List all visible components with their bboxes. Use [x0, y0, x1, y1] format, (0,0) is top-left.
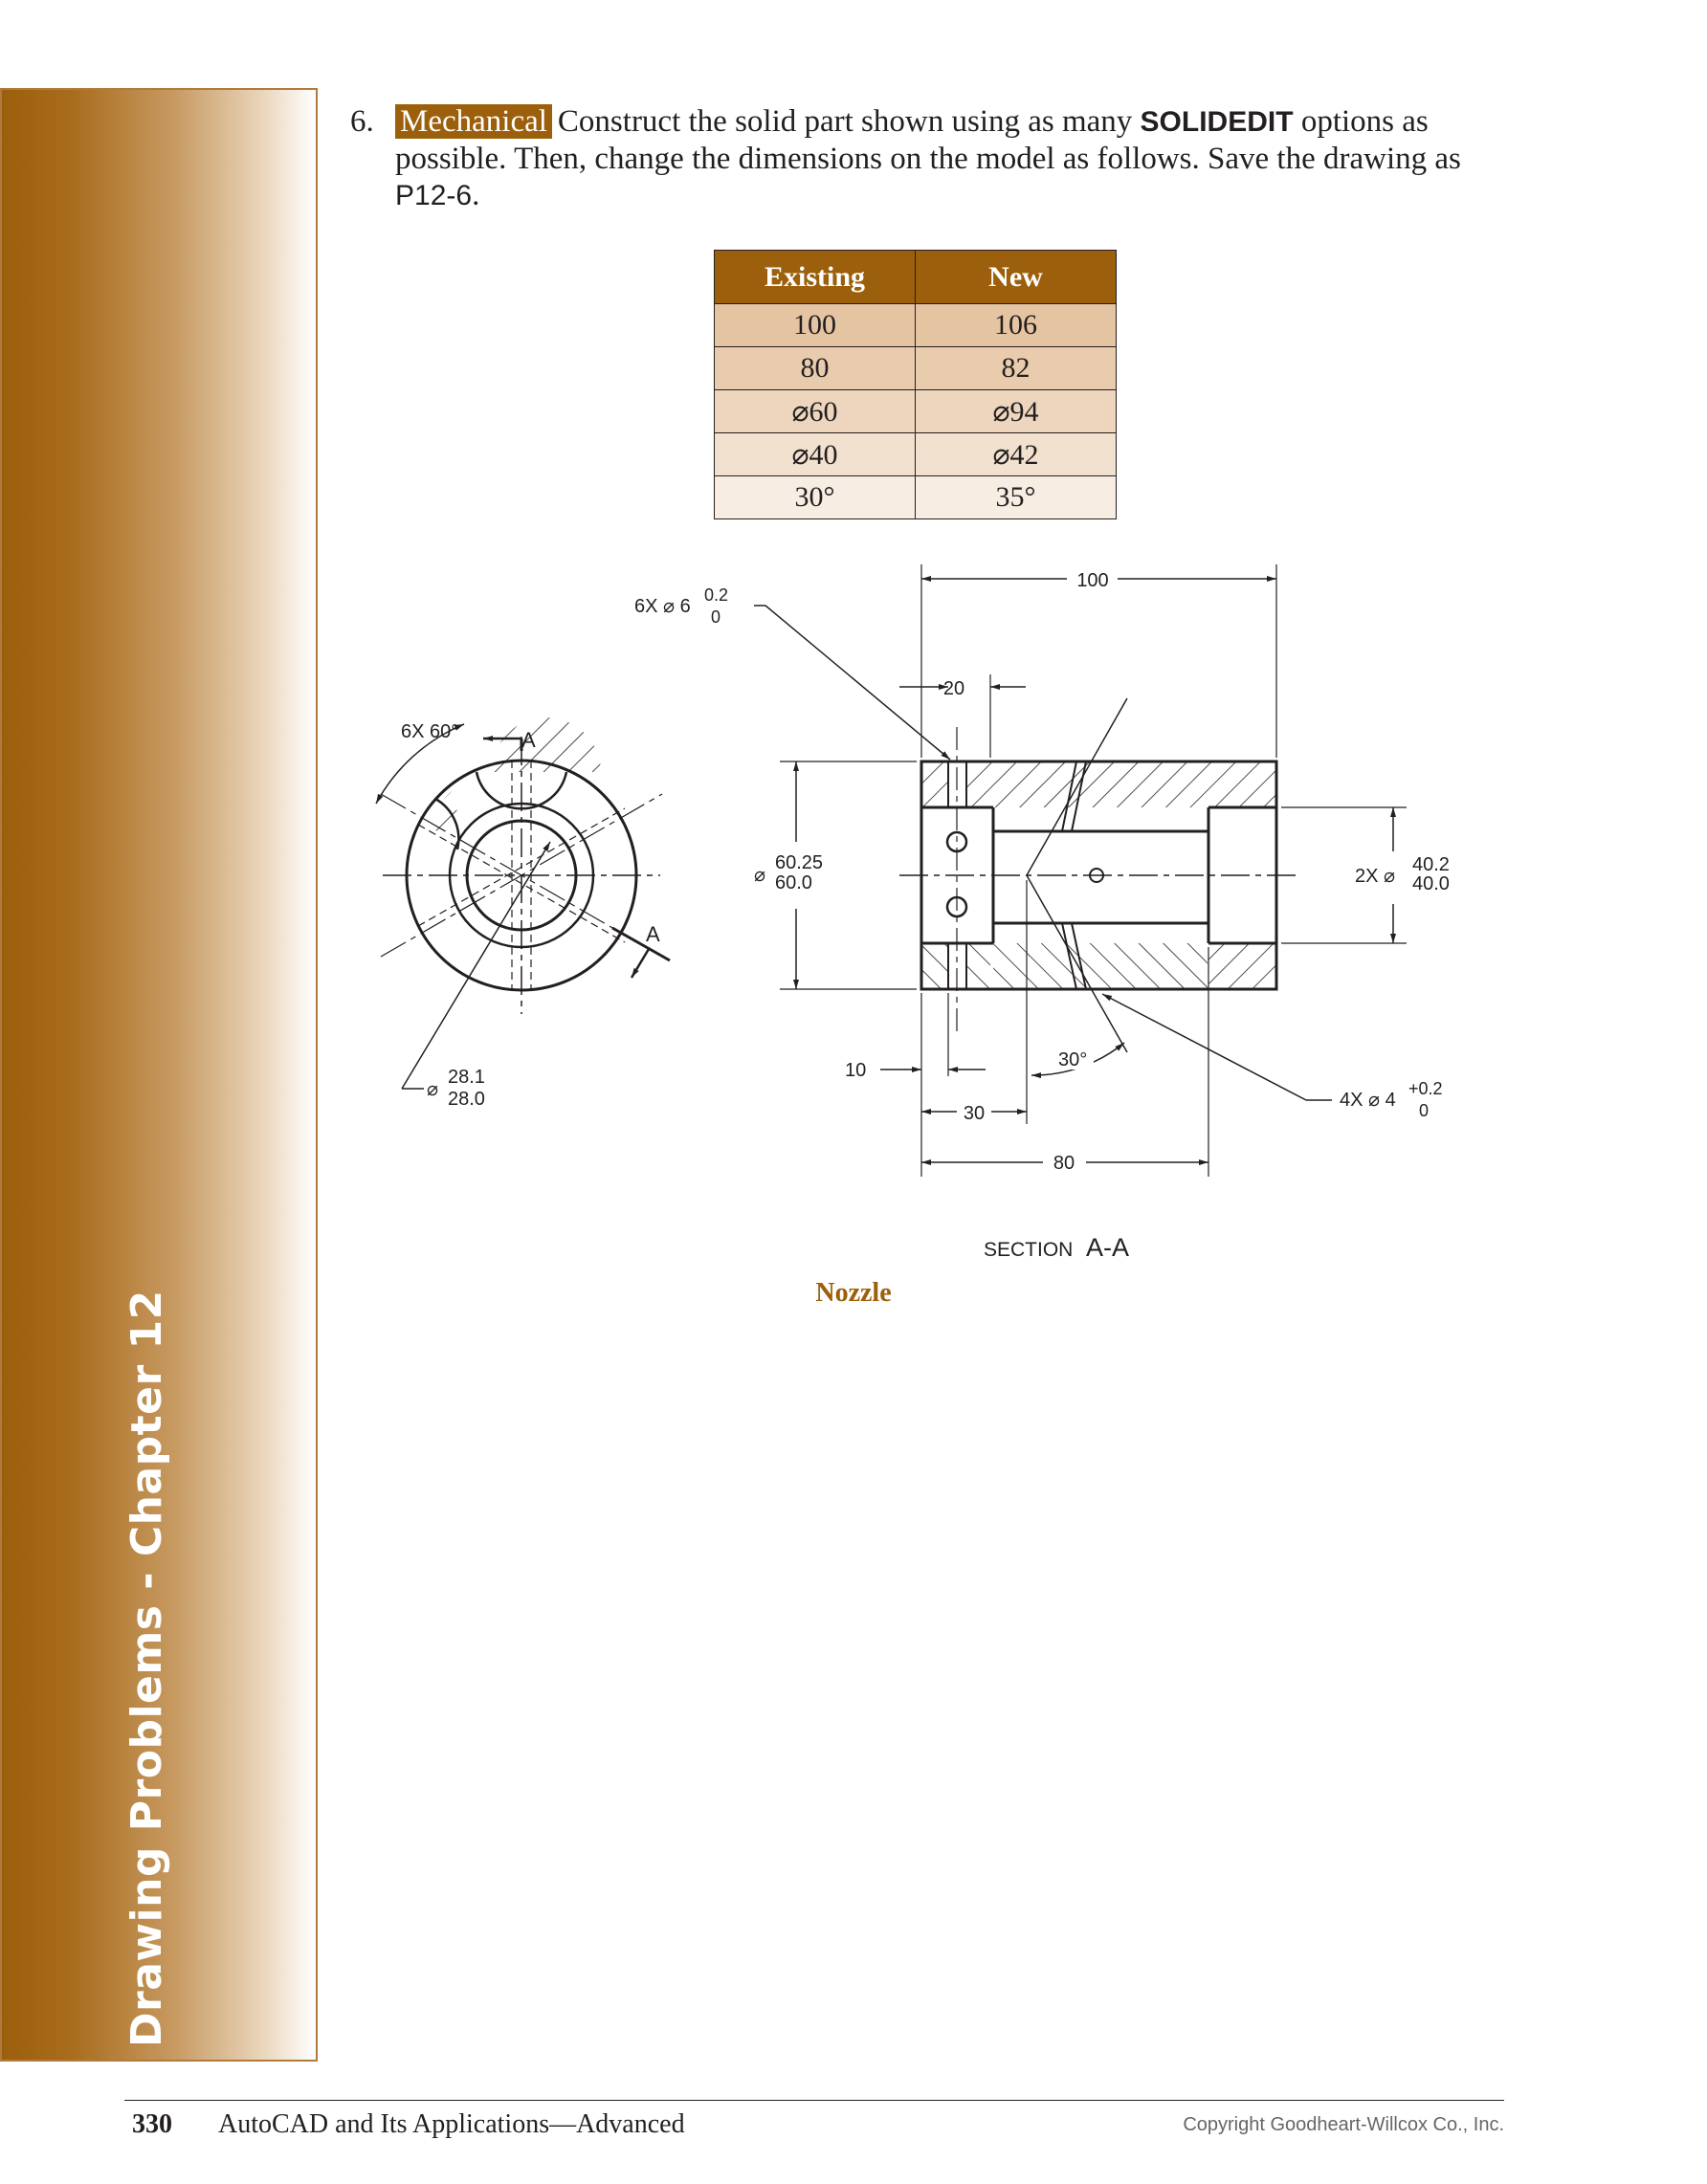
section-id: A-A — [1086, 1233, 1130, 1262]
bore-upper-limit: 28.1 — [448, 1067, 485, 1088]
hole6-callout: 6X ⌀ 6 — [634, 596, 691, 617]
problem-text-1: Construct the solid part shown using as many — [557, 104, 1141, 139]
end-view — [376, 717, 670, 1110]
angle-label: 6X 60° — [401, 721, 459, 742]
bore-lower-limit: 28.0 — [448, 1089, 485, 1110]
section-mark-bottom: A — [646, 922, 660, 946]
table-cell: ⌀60 — [715, 390, 916, 433]
od-lower-limit: 60.0 — [775, 872, 812, 893]
section-mark-top: A — [521, 728, 536, 752]
table-cell: 80 — [715, 347, 916, 390]
counterbore-lower-limit: 40.0 — [1412, 873, 1450, 894]
table-cell: ⌀42 — [916, 433, 1117, 476]
problem-text-2: options as possible. Then, change the dimensions on the model as follows. Save the drawing as — [395, 104, 1461, 176]
od-diameter-symbol: ⌀ — [754, 865, 766, 886]
hole6-lower-limit: 0 — [711, 607, 721, 627]
section-word: SECTION — [984, 1239, 1074, 1261]
figure-caption: Nozzle — [815, 1278, 892, 1308]
hole4-lower-limit: 0 — [1419, 1101, 1430, 1120]
hole6-upper-limit: 0.2 — [704, 585, 729, 605]
table-cell: 30° — [715, 476, 916, 519]
copyright-notice: Copyright Goodheart-Willcox Co., Inc. — [1183, 2114, 1504, 2135]
category-tag: Mechanical — [395, 104, 552, 139]
hole4-upper-limit: +0.2 — [1408, 1079, 1443, 1098]
counterbore-callout: 2X ⌀ — [1355, 866, 1396, 887]
table-cell: 82 — [916, 347, 1117, 390]
dim-100: 100 — [1076, 570, 1109, 591]
table-cell: 35° — [916, 476, 1117, 519]
table-cell: ⌀94 — [916, 390, 1117, 433]
section-view — [634, 564, 1450, 1262]
file-name: P12-6 — [395, 180, 473, 211]
hole4-callout: 4X ⌀ 4 — [1340, 1090, 1396, 1111]
command-name: SOLIDEDIT — [1140, 106, 1294, 138]
od-upper-limit: 60.25 — [775, 852, 824, 873]
page-number: 330 — [132, 2109, 172, 2139]
table-header-existing: Existing — [715, 251, 916, 304]
table-header-new: New — [916, 251, 1117, 304]
table-cell: ⌀40 — [715, 433, 916, 476]
dim-20: 20 — [942, 678, 965, 699]
dim-30-degrees: 30° — [1058, 1049, 1088, 1070]
table-cell: 106 — [916, 304, 1117, 347]
dim-30: 30 — [963, 1103, 986, 1124]
dim-10: 10 — [845, 1060, 867, 1081]
bore-diameter-symbol: ⌀ — [427, 1079, 439, 1100]
footer-rule — [124, 2100, 1504, 2101]
sidebar-title: Drawing Problems - Chapter 12 — [122, 1290, 171, 2047]
counterbore-upper-limit: 40.2 — [1412, 854, 1450, 875]
table-cell: 100 — [715, 304, 916, 347]
book-title: AutoCAD and Its Applications—Advanced — [218, 2109, 685, 2139]
dim-80: 80 — [1053, 1153, 1075, 1174]
problem-text-3: . — [472, 178, 480, 212]
problem-number: 6. — [350, 104, 374, 139]
